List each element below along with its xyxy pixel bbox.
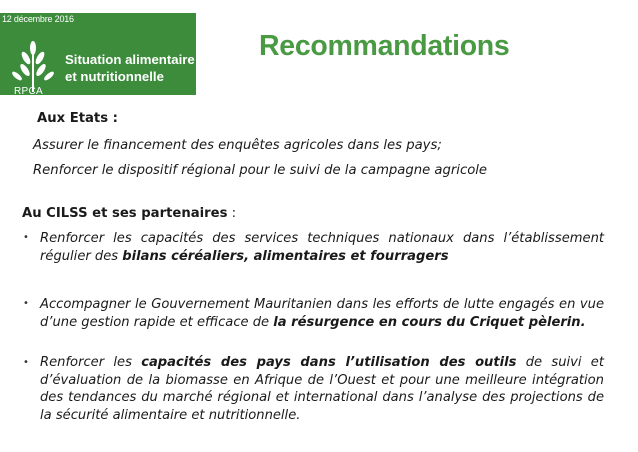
section1-line: Assurer le financement des enquêtes agricoles dans les pays;	[33, 138, 442, 153]
bullet-icon: •	[23, 357, 29, 368]
header-label	[65, 51, 195, 85]
page-title: Recommandations	[259, 30, 510, 62]
list-item-bold: capacités des pays dans l’utilisation des outils	[141, 355, 517, 370]
date-label: 12 décembre 2016	[2, 14, 74, 24]
list-item	[40, 354, 604, 425]
header-label-line2: et nutritionnelle	[65, 69, 164, 84]
section2-heading	[22, 205, 236, 223]
list-item-bold: bilans céréaliers, alimentaires et fourragers	[122, 248, 449, 264]
bullet-icon: •	[23, 298, 29, 309]
section2-heading-bold: Au CILSS et ses partenaires	[22, 206, 228, 221]
header-label-line1: Situation alimentaire	[65, 52, 195, 67]
section1-heading: Aux Etats :	[37, 111, 118, 126]
list-item-text: Renforcer les	[40, 355, 142, 370]
list-item	[40, 230, 604, 265]
list-item-text: Renforcer les capacités des services techniques nationaux dans l’établissement régulier des	[40, 231, 604, 264]
header-banner	[0, 13, 196, 95]
list-item	[40, 296, 604, 331]
logo-text: RPCA	[14, 86, 43, 97]
list-item-text: de suivi et d’évaluation de la biomasse en Afrique de l’Ouest et pour une meilleure intégration des tendances du marché régional et international dans l’analyse des projections de la sécurité alimentaire et nutritionnelle.	[40, 355, 604, 424]
bullet-icon: •	[23, 232, 29, 243]
list-item-bold: la résurgence en cours du Criquet pèlerin.	[273, 314, 586, 330]
list-item-text: Accompagner le Gouvernement Mauritanien dans les efforts de lutte engagés en vue d’une gestion rapide et efficace de	[40, 297, 604, 330]
section1-line: Renforcer le dispositif régional pour le suivi de la campagne agricole	[33, 163, 488, 178]
section2-heading-colon: :	[227, 206, 237, 221]
